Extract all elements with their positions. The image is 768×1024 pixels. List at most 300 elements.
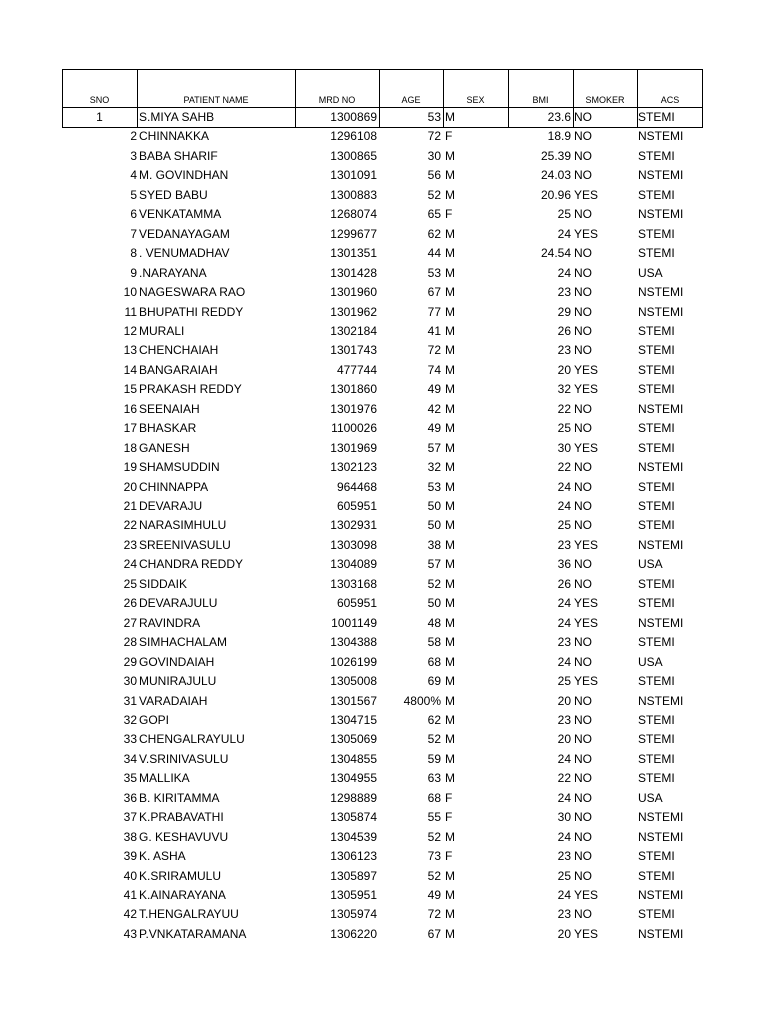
cell-age: 62 <box>427 226 441 241</box>
cell-sno: 17 <box>123 421 137 436</box>
table-row <box>0 400 768 419</box>
cell-smoker: YES <box>574 674 599 689</box>
cell-mrd-no: 1305874 <box>330 810 377 825</box>
table-row <box>0 439 768 458</box>
cell-patient-name: CHENGALRAYULU <box>139 732 245 747</box>
cell-sex: M <box>445 479 455 494</box>
cell-sex: M <box>445 285 455 300</box>
cell-sno: 25 <box>123 576 137 591</box>
header-sex: SEX <box>466 95 485 105</box>
cell-mrd-no: 1302184 <box>330 323 377 338</box>
cell-smoker: NO <box>574 907 592 922</box>
cell-mrd-no: 1306220 <box>330 926 377 941</box>
cell-bmi: 25 <box>557 674 571 689</box>
cell-age: 73 <box>427 849 441 864</box>
cell-patient-name: K. ASHA <box>139 849 186 864</box>
cell-mrd-no: 1301743 <box>330 343 377 358</box>
cell-sex: M <box>445 926 455 941</box>
cell-smoker: YES <box>574 537 599 552</box>
cell-bmi: 32 <box>557 382 571 397</box>
table-row <box>0 361 768 380</box>
row-divider <box>573 108 574 127</box>
table-row <box>0 516 768 535</box>
cell-age: 49 <box>427 888 441 902</box>
cell-smoker: NO <box>574 829 592 844</box>
header-acs: ACS <box>660 95 680 105</box>
cell-patient-name: PRAKASH REDDY <box>139 382 242 397</box>
cell-acs: STEMI <box>638 110 675 124</box>
cell-acs: STEMI <box>638 187 675 202</box>
cell-bmi: 23 <box>557 537 571 552</box>
cell-sex: M <box>445 460 455 475</box>
cell-smoker: YES <box>574 926 599 941</box>
cell-patient-name: GANESH <box>139 440 190 455</box>
cell-bmi: 25 <box>557 207 571 222</box>
cell-sno: 1 <box>96 110 103 124</box>
cell-mrd-no: 605951 <box>336 499 377 513</box>
cell-smoker: NO <box>574 265 592 280</box>
cell-acs: STEMI <box>638 343 675 358</box>
cell-age: 72 <box>427 129 441 144</box>
cell-bmi: 30 <box>557 810 571 825</box>
cell-sno: 43 <box>123 926 137 941</box>
cell-mrd-no: 1302931 <box>330 518 377 533</box>
cell-sex: M <box>445 148 455 163</box>
cell-mrd-no: 1300865 <box>330 148 377 163</box>
cell-patient-name: SHAMSUDDIN <box>139 460 220 475</box>
cell-sex: M <box>445 323 455 338</box>
cell-patient-name: BHUPATHI REDDY <box>139 304 244 319</box>
cell-sex: M <box>445 537 455 552</box>
cell-patient-name: RAVINDRA <box>139 615 201 630</box>
cell-bmi: 24.54 <box>540 246 571 261</box>
cell-acs: NSTEMI <box>638 810 684 825</box>
cell-patient-name: BANGARAIAH <box>139 362 218 377</box>
cell-mrd-no: 964468 <box>336 479 377 494</box>
cell-mrd-no: 1301428 <box>330 265 377 280</box>
cell-age: 42 <box>427 401 441 416</box>
table-row <box>0 419 768 438</box>
cell-sex: M <box>445 440 455 455</box>
cell-sex: M <box>445 343 455 358</box>
cell-acs: STEMI <box>638 362 675 377</box>
cell-smoker: NO <box>574 304 592 319</box>
cell-acs: NSTEMI <box>638 285 684 300</box>
table-row <box>0 322 768 341</box>
cell-mrd-no: 1304955 <box>330 771 377 786</box>
cell-age: 50 <box>427 518 441 533</box>
cell-sex: M <box>445 226 455 241</box>
cell-patient-name: . VENUMADHAV <box>139 246 230 261</box>
cell-sno: 42 <box>123 907 137 922</box>
cell-smoker: NO <box>574 868 592 883</box>
cell-patient-name: SIMHACHALAM <box>139 635 228 650</box>
cell-acs: STEMI <box>638 479 675 494</box>
cell-sno: 28 <box>123 635 137 650</box>
cell-age: 52 <box>427 187 441 202</box>
cell-bmi: 24 <box>557 265 571 280</box>
cell-bmi: 24.03 <box>540 168 571 183</box>
cell-bmi: 20 <box>557 693 571 708</box>
cell-patient-name: MUNIRAJULU <box>139 674 217 689</box>
cell-smoker: NO <box>574 810 592 825</box>
cell-bmi: 25 <box>557 518 571 533</box>
cell-smoker: YES <box>574 440 599 455</box>
cell-patient-name: GOPI <box>139 712 170 727</box>
cell-bmi: 24 <box>557 829 571 844</box>
header-divider <box>137 69 138 108</box>
cell-sno: 34 <box>123 751 137 766</box>
cell-smoker: NO <box>574 499 592 513</box>
cell-mrd-no: 1298889 <box>330 790 377 805</box>
cell-age: 52 <box>427 576 441 591</box>
cell-patient-name: CHINNAPPA <box>139 479 209 494</box>
cell-patient-name: .NARAYANA <box>139 265 207 280</box>
table-row <box>0 847 768 866</box>
cell-patient-name: CHINNAKKA <box>139 129 210 144</box>
cell-patient-name: DEVARAJULU <box>139 596 218 611</box>
cell-bmi: 22 <box>557 771 571 786</box>
cell-bmi: 23 <box>557 285 571 300</box>
cell-age: 77 <box>427 304 441 319</box>
cell-sex: M <box>445 168 455 183</box>
cell-age: 67 <box>427 285 441 300</box>
row-divider <box>137 108 138 127</box>
cell-sex: F <box>445 207 453 222</box>
table-row <box>0 458 768 477</box>
header-divider <box>379 69 380 108</box>
cell-age: 67 <box>427 926 441 941</box>
cell-sno: 37 <box>123 810 137 825</box>
cell-age: 57 <box>427 440 441 455</box>
cell-age: 50 <box>427 499 441 513</box>
cell-mrd-no: 1305951 <box>330 888 377 902</box>
cell-smoker: NO <box>574 635 592 650</box>
cell-age: 53 <box>427 479 441 494</box>
cell-sex: M <box>445 401 455 416</box>
cell-smoker: NO <box>574 148 592 163</box>
table-row <box>0 750 768 769</box>
table-row <box>0 536 768 555</box>
cell-age: 65 <box>427 207 441 222</box>
cell-sno: 29 <box>123 654 137 669</box>
cell-patient-name: DEVARAJU <box>139 499 203 513</box>
cell-patient-name: K.AINARAYANA <box>139 888 226 902</box>
table-row <box>0 614 768 633</box>
header-patient-name: PATIENT NAME <box>183 95 249 105</box>
cell-sno: 5 <box>130 187 137 202</box>
cell-sex: M <box>445 382 455 397</box>
cell-bmi: 25.39 <box>540 148 571 163</box>
cell-age: 49 <box>427 421 441 436</box>
cell-acs: NSTEMI <box>638 926 684 941</box>
cell-age: 4800% <box>403 693 441 708</box>
cell-sex: M <box>445 693 455 708</box>
cell-bmi: 29 <box>557 304 571 319</box>
cell-sno: 7 <box>130 226 137 241</box>
cell-acs: USA <box>638 654 663 669</box>
cell-sno: 36 <box>123 790 137 805</box>
cell-sno: 2 <box>130 129 137 144</box>
cell-age: 68 <box>427 790 441 805</box>
cell-bmi: 20 <box>557 926 571 941</box>
cell-smoker: YES <box>574 615 599 630</box>
cell-smoker: NO <box>574 246 592 261</box>
cell-age: 38 <box>427 537 441 552</box>
cell-age: 58 <box>427 635 441 650</box>
cell-age: 55 <box>427 810 441 825</box>
cell-patient-name: SEENAIAH <box>139 401 200 416</box>
table-row <box>0 205 768 224</box>
cell-sno: 10 <box>123 285 137 300</box>
cell-patient-name: BABA SHARIF <box>139 148 218 163</box>
cell-bmi: 24 <box>557 888 571 902</box>
cell-age: 68 <box>427 654 441 669</box>
cell-patient-name: GOVINDAIAH <box>139 654 215 669</box>
cell-mrd-no: 1301351 <box>330 246 377 261</box>
cell-sex: M <box>445 771 455 786</box>
cell-sno: 21 <box>123 499 137 513</box>
cell-sex: M <box>445 868 455 883</box>
cell-age: 48 <box>427 615 441 630</box>
cell-mrd-no: 1304855 <box>330 751 377 766</box>
cell-age: 52 <box>427 732 441 747</box>
cell-smoker: YES <box>574 226 599 241</box>
cell-sex: M <box>445 265 455 280</box>
cell-acs: STEMI <box>638 674 675 689</box>
cell-acs: STEMI <box>638 771 675 786</box>
cell-smoker: NO <box>574 343 592 358</box>
row-divider <box>379 108 380 127</box>
cell-sno: 13 <box>123 343 137 358</box>
cell-bmi: 24 <box>557 596 571 611</box>
cell-sex: M <box>445 518 455 533</box>
cell-mrd-no: 1304715 <box>330 712 377 727</box>
cell-mrd-no: 1296108 <box>330 129 377 144</box>
cell-sex: F <box>445 810 453 825</box>
cell-acs: STEMI <box>638 849 675 864</box>
table-row <box>0 828 768 847</box>
cell-patient-name: G. KESHAVUVU <box>139 829 229 844</box>
cell-bmi: 26 <box>557 576 571 591</box>
table-row <box>0 789 768 808</box>
table-row <box>0 497 768 516</box>
cell-smoker: YES <box>574 382 599 397</box>
cell-age: 74 <box>427 362 441 377</box>
cell-bmi: 20 <box>557 362 571 377</box>
cell-patient-name: B. KIRITAMMA <box>139 790 220 805</box>
cell-sno: 16 <box>123 401 137 416</box>
cell-bmi: 24 <box>557 654 571 669</box>
cell-bmi: 25 <box>557 421 571 436</box>
cell-bmi: 23 <box>557 849 571 864</box>
table-row <box>0 303 768 322</box>
cell-acs: NSTEMI <box>638 207 684 222</box>
cell-age: 32 <box>427 460 441 475</box>
cell-sex: M <box>445 615 455 630</box>
cell-sno: 32 <box>123 712 137 727</box>
table-row <box>0 711 768 730</box>
cell-bmi: 25 <box>557 868 571 883</box>
cell-sex: M <box>445 576 455 591</box>
cell-acs: USA <box>638 790 663 805</box>
cell-bmi: 24 <box>557 790 571 805</box>
cell-sex: F <box>445 849 453 864</box>
cell-mrd-no: 1268074 <box>330 207 377 222</box>
cell-sno: 11 <box>124 304 137 319</box>
cell-sex: M <box>445 596 455 611</box>
cell-sno: 22 <box>123 518 137 533</box>
cell-smoker: NO <box>574 557 592 572</box>
cell-sex: M <box>445 732 455 747</box>
cell-bmi: 23 <box>557 635 571 650</box>
cell-age: 62 <box>427 712 441 727</box>
cell-acs: NSTEMI <box>638 829 684 844</box>
cell-sex: M <box>445 751 455 766</box>
cell-smoker: NO <box>574 576 592 591</box>
cell-age: 53 <box>427 265 441 280</box>
cell-bmi: 24 <box>557 499 571 513</box>
cell-mrd-no: 1304539 <box>330 829 377 844</box>
cell-smoker: YES <box>574 596 599 611</box>
cell-acs: NSTEMI <box>638 129 684 144</box>
table-row <box>0 166 768 185</box>
table-row <box>0 108 768 127</box>
cell-patient-name: P.VNKATARAMANA <box>139 926 247 941</box>
cell-bmi: 30 <box>557 440 571 455</box>
cell-acs: STEMI <box>638 382 675 397</box>
cell-patient-name: K.SRIRAMULU <box>139 868 222 883</box>
cell-sno: 38 <box>123 829 137 844</box>
cell-age: 72 <box>427 907 441 922</box>
cell-mrd-no: 1305008 <box>330 674 377 689</box>
cell-age: 56 <box>427 168 441 183</box>
cell-sno: 6 <box>130 207 137 222</box>
cell-mrd-no: 1305069 <box>330 732 377 747</box>
cell-age: 41 <box>427 323 441 338</box>
cell-smoker: NO <box>574 849 592 864</box>
cell-bmi: 22 <box>557 460 571 475</box>
cell-acs: STEMI <box>638 323 675 338</box>
cell-sno: 31 <box>123 693 137 708</box>
cell-acs: USA <box>638 557 663 572</box>
cell-patient-name: VENKATAMMA <box>139 207 222 222</box>
cell-sex: M <box>445 499 455 513</box>
cell-patient-name: K.PRABAVATHI <box>139 810 224 825</box>
table-row <box>0 672 768 691</box>
cell-patient-name: SREENIVASULU <box>139 537 231 552</box>
cell-smoker: NO <box>574 693 592 708</box>
cell-patient-name: S.MIYA SAHB <box>139 110 215 124</box>
header-divider <box>508 69 509 108</box>
table-row <box>0 186 768 205</box>
cell-acs: NSTEMI <box>638 168 684 183</box>
table-row <box>0 264 768 283</box>
cell-sno: 41 <box>123 888 137 902</box>
cell-smoker: NO <box>574 129 592 144</box>
cell-bmi: 24 <box>557 615 571 630</box>
table-row <box>0 244 768 263</box>
cell-patient-name: NARASIMHULU <box>139 518 227 533</box>
cell-acs: STEMI <box>638 440 675 455</box>
cell-bmi: 18.9 <box>547 129 571 144</box>
cell-acs: STEMI <box>638 246 675 261</box>
cell-age: 50 <box>427 596 441 611</box>
cell-sex: M <box>445 907 455 922</box>
cell-patient-name: T.HENGALRAYUU <box>139 907 239 922</box>
header-divider <box>295 69 296 108</box>
table-row <box>0 283 768 302</box>
cell-age: 53 <box>427 110 441 124</box>
cell-smoker: NO <box>574 771 592 786</box>
cell-mrd-no: 1304388 <box>330 635 377 650</box>
cell-mrd-no: 1026199 <box>330 654 377 669</box>
table-row <box>0 730 768 749</box>
cell-acs: STEMI <box>638 732 675 747</box>
cell-acs: STEMI <box>638 635 675 650</box>
cell-smoker: NO <box>574 285 592 300</box>
cell-patient-name: MURALI <box>139 323 185 338</box>
cell-mrd-no: 1301960 <box>330 285 377 300</box>
cell-age: 63 <box>427 771 441 786</box>
cell-sex: M <box>445 654 455 669</box>
header-bmi: BMI <box>532 95 549 105</box>
table-row <box>0 225 768 244</box>
cell-acs: NSTEMI <box>638 615 684 630</box>
cell-smoker: NO <box>574 479 592 494</box>
cell-bmi: 24 <box>557 226 571 241</box>
cell-acs: USA <box>638 265 663 280</box>
cell-mrd-no: 1301962 <box>330 304 377 319</box>
cell-sno: 8 <box>130 246 137 261</box>
cell-mrd-no: 1301567 <box>330 693 377 708</box>
cell-sex: M <box>445 888 455 902</box>
table-row <box>0 653 768 672</box>
cell-sno: 14 <box>123 362 137 377</box>
cell-patient-name: VARADAIAH <box>139 693 208 708</box>
cell-sno: 3 <box>130 148 137 163</box>
cell-sex: M <box>445 635 455 650</box>
cell-acs: STEMI <box>638 868 675 883</box>
cell-sno: 24 <box>123 557 137 572</box>
cell-patient-name: NAGESWARA RAO <box>139 285 246 300</box>
cell-smoker: NO <box>574 518 592 533</box>
cell-mrd-no: 605951 <box>336 596 377 611</box>
cell-mrd-no: 1304089 <box>330 557 377 572</box>
cell-sno: 19 <box>123 460 137 475</box>
cell-mrd-no: 1306123 <box>330 849 377 864</box>
cell-smoker: NO <box>574 401 592 416</box>
cell-sno: 23 <box>123 537 137 552</box>
row-divider <box>443 108 444 127</box>
cell-smoker: NO <box>574 790 592 805</box>
cell-patient-name: CHANDRA REDDY <box>139 557 244 572</box>
cell-age: 49 <box>427 382 441 397</box>
table-row <box>0 905 768 924</box>
cell-acs: NSTEMI <box>638 304 684 319</box>
cell-sno: 20 <box>123 479 137 494</box>
table-row <box>0 633 768 652</box>
cell-mrd-no: 1305897 <box>330 868 377 883</box>
cell-age: 30 <box>427 148 441 163</box>
table-row <box>0 147 768 166</box>
cell-bmi: 36 <box>557 557 571 572</box>
cell-patient-name: SYED BABU <box>139 187 208 202</box>
table-row <box>0 925 768 944</box>
cell-bmi: 26 <box>557 323 571 338</box>
cell-smoker: NO <box>574 460 592 475</box>
cell-sex: M <box>445 557 455 572</box>
